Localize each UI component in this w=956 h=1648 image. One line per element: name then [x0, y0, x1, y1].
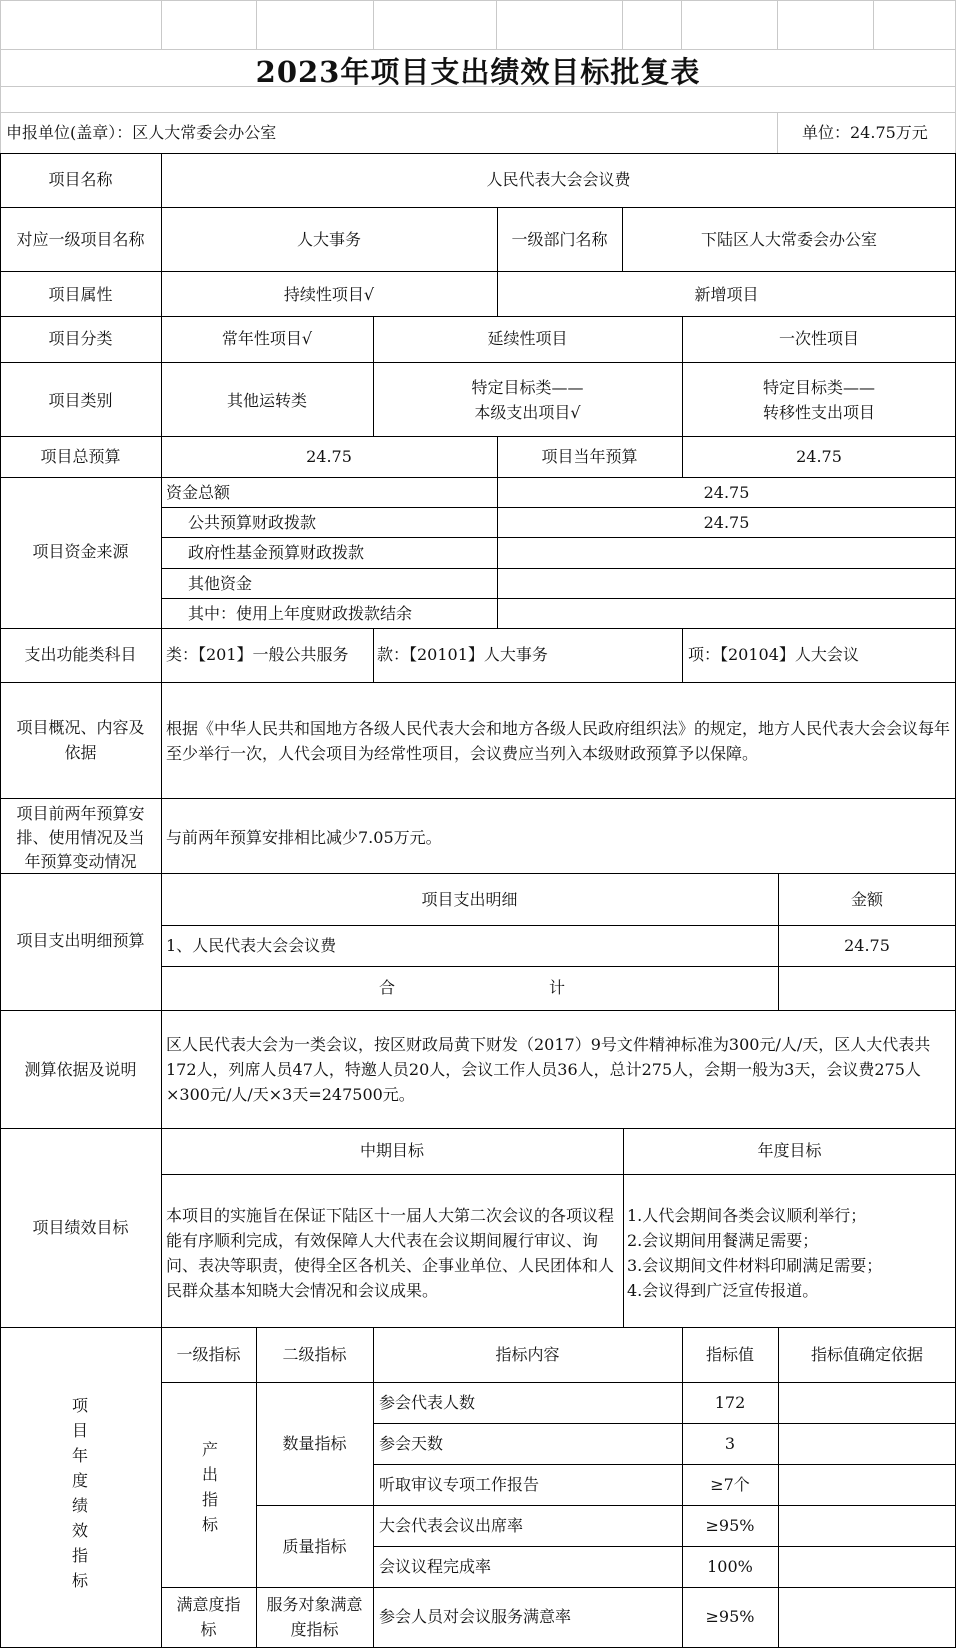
detail-item: 1、人民代表大会会议费: [166, 936, 337, 955]
service-satisfaction-l1: 服务对象满意: [266, 1595, 363, 1614]
attribute-label: 项目属性: [48, 285, 113, 304]
category-specific-local-l2: 本级支出项目√: [474, 403, 581, 422]
year-budget-label: 项目当年预算: [541, 447, 638, 466]
perf-goal-label: 项目绩效目标: [32, 1218, 129, 1237]
funding-item: 公共预算财政拨款: [188, 513, 317, 532]
project-name-label: 项目名称: [48, 170, 113, 189]
satisfaction-label-l2: 标: [200, 1620, 217, 1639]
dept-value: 下陆区人大常委会办公室: [700, 230, 877, 249]
category-label: 项目类别: [48, 391, 113, 410]
budget-total: 24.75: [306, 447, 352, 466]
annual-goal-item: 1.人代会期间各类会议顺利举行；: [627, 1206, 867, 1225]
lv1-header: 一级指标: [176, 1345, 241, 1364]
satisfaction-label-l1: 满意度指: [176, 1595, 241, 1614]
prior-budget-label-l2: 排、使用情况及当: [16, 828, 145, 847]
funding-item: 其他资金: [188, 574, 253, 593]
budget-label: 项目总预算: [40, 447, 121, 466]
indicators-label: 项目年度绩效指标: [71, 1396, 88, 1590]
amount-col-header: 金额: [850, 890, 883, 909]
total-label-a: 合: [379, 978, 396, 997]
prior-budget-text: 与前两年预算安排相比减少7.05万元。: [166, 828, 442, 847]
annual-goal-item: 4.会议得到广泛宣传报道。: [627, 1281, 819, 1300]
output-indicator-label: 产出指标: [201, 1440, 218, 1534]
page-title: 2023年项目支出绩效目标批复表: [255, 55, 701, 89]
function-subject-label: 支出功能类科目: [24, 645, 137, 664]
category-specific-transfer-l2: 转移性支出项目: [762, 403, 875, 422]
classification-label: 项目分类: [48, 329, 113, 348]
overview-label-l2: 依据: [64, 743, 97, 762]
project-name-value: 人民代表大会会议费: [486, 170, 631, 189]
indicator-content: 大会代表会议出席率: [379, 1516, 524, 1535]
indicator-value: 100%: [707, 1557, 753, 1576]
mid-term-text: 本项目的实施旨在保证下陆区十一届人大第二次会议的各项议程能有序顺利完成，有效保障人大代表在会议期间履行审议、询问、表决等职责，使得全区各机关、企事业单位、人民团体和人民群众基本知晓大会情况和会议成果。: [166, 1206, 615, 1300]
amount-unit: 单位：24.75万元: [802, 123, 928, 142]
function-item: 项：【20104】人大会议: [688, 645, 859, 664]
funding-label: 项目资金来源: [32, 542, 129, 561]
mid-term-header: 中期目标: [359, 1141, 424, 1160]
service-satisfaction-l2: 度指标: [290, 1620, 339, 1639]
classification-onetime: 一次性项目: [778, 329, 859, 348]
overview-text: 根据《中华人民共和国地方各级人民代表大会和地方各级人民政府组织法》的规定，地方人民代表大会会议每年至少举行一次，人代会项目为经常性项目，会议费应当列入本级财政预算予以保障。: [166, 719, 951, 763]
value-header: 指标值: [705, 1345, 754, 1364]
prior-budget-label-l3: 年预算变动情况: [24, 852, 137, 871]
basis-header: 指标值确定依据: [810, 1345, 923, 1364]
detail-item-amount: 24.75: [844, 936, 890, 955]
detail-col-header: 项目支出明细: [421, 890, 518, 909]
attribute-new: 新增项目: [694, 285, 759, 304]
funding-item: 政府性基金预算财政拨款: [188, 543, 365, 562]
indicator-content: 会议议程完成率: [379, 1557, 492, 1576]
annual-goal-item: 3.会议期间文件材料印刷满足需要；: [627, 1256, 883, 1275]
indicator-content: 参会天数: [379, 1434, 444, 1453]
indicator-content: 参会人员对会议服务满意率: [379, 1607, 572, 1626]
function-section: 款：【20101】人大事务: [377, 645, 548, 664]
category-specific-transfer-l1: 特定目标类——: [762, 378, 875, 397]
calc-label: 测算依据及说明: [24, 1060, 137, 1079]
content-header: 指标内容: [495, 1345, 560, 1364]
detail-label: 项目支出明细预算: [16, 931, 145, 950]
attribute-continuing: 持续性项目√: [283, 285, 375, 304]
parent-project-label: 对应一级项目名称: [16, 230, 145, 249]
year-budget-value: 24.75: [796, 447, 842, 466]
indicator-content: 听取审议专项工作报告: [379, 1475, 540, 1494]
funding-item: 资金总额: [166, 483, 231, 502]
indicator-value: ≥95%: [705, 1607, 755, 1626]
dept-label: 一级部门名称: [511, 230, 608, 249]
total-label-b: 计: [549, 978, 566, 997]
overview-label-l1: 项目概况、内容及: [16, 718, 145, 737]
indicator-content: 参会代表人数: [379, 1393, 476, 1412]
funding-item: 其中：使用上年度财政拨款结余: [188, 604, 413, 623]
indicator-value: 3: [724, 1434, 736, 1453]
funding-value: 24.75: [703, 483, 750, 502]
parent-project-value: 人大事务: [296, 230, 361, 249]
category-specific-local-l1: 特定目标类——: [471, 378, 584, 397]
calc-text: 区人民代表大会为一类会议，按区财政局黄下财发（2017）9号文件精神标准为300元/人/天，区人大代表共172人，列席人员47人，特邀人员20人，会议工作人员36人，总计275人，会期一般为3天，会议费275人×300元/人/天×3天=247500元。: [166, 1035, 931, 1104]
indicator-value: ≥7个: [710, 1475, 750, 1494]
classification-extended: 延续性项目: [487, 329, 568, 348]
indicator-value: ≥95%: [705, 1516, 755, 1535]
function-class: 类：【201】一般公共服务: [166, 645, 349, 664]
annual-goal-header: 年度目标: [757, 1141, 822, 1160]
prior-budget-label-l1: 项目前两年预算安: [16, 804, 145, 823]
category-operating: 其他运转类: [226, 391, 307, 410]
indicator-value: 172: [714, 1393, 746, 1412]
classification-annual: 常年性项目√: [221, 329, 313, 348]
annual-goal-item: 2.会议期间用餐满足需要；: [627, 1231, 819, 1250]
quality-indicator-label: 质量指标: [282, 1537, 347, 1556]
reporting-unit: 申报单位(盖章）：区人大常委会办公室: [6, 123, 277, 142]
lv2-header: 二级指标: [282, 1345, 347, 1364]
funding-value: 24.75: [703, 513, 750, 532]
quantity-indicator-label: 数量指标: [282, 1434, 347, 1453]
